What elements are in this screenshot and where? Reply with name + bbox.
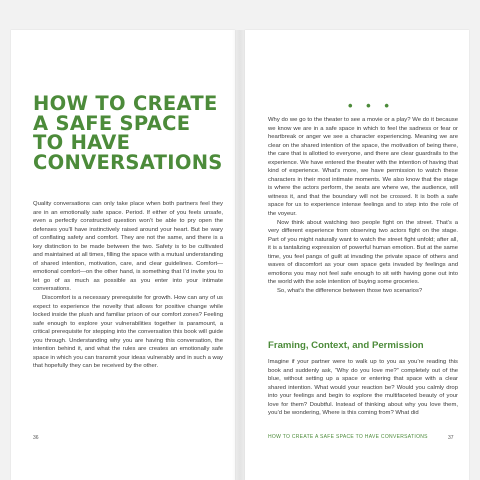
paragraph: Quality conversations can only take place when both partners feel they are in an emotionally safe space. Period. If either of you feels unsafe, even a perfectly constructed question won’t be able to pry open the defenses you’ll have instinctively raised around your heart. But be wary of conflating safety and comfort. They are not the same, and there is a key distinction to be made between the two. Safety is to be cultivated and maintained at all times, filling the space with a mutual understanding of shared intention, motivation, care, and clear guidelines. Comfort—emotional comfort—on the other hand, is something that I’d invite you to let go of as much as possible as you enter into your intimate conversations. [33,201,223,293]
right-page [245,30,469,480]
chapter-title-line: CONVERSATIONS [33,150,223,174]
left-page [11,30,235,480]
chapter-title-line: A SAFE SPACE [33,111,191,135]
paragraph: Why do we go to the theater to see a movie or a play? We do it because we know we are in a safe space in which to feel the sadness or fear or heartbreak or anger we see a character experiencing. Meaning we are clear on the shared intention of the space, the motivation of being there, the care that is allotted to everyone, and there are clear guardrails to the experience. We have entered the theater with the intention of having that kind of experience. What’s more, we have permission to watch these characters in their most intimate moments. We also know that the stage is where the actors perform, the seats are where we, the audience, will witness it, and that the boundary will not be crossed. It is both a safe space for us to experience intense feelings and to step into the role of the voyeur. [268,117,458,218]
running-head: HOW TO CREATE A SAFE SPACE TO HAVE CONVERSATIONS [268,434,428,440]
left-body-text [33,200,223,371]
page-number: 36 [33,435,39,441]
right-body-text-top [268,116,458,295]
section-ornament: • • • [348,98,394,113]
section-heading: Framing, Context, and Permission [268,340,424,351]
chapter-title-line: TO HAVE [33,131,131,154]
chapter-title-line: HOW TO CREATE [33,92,218,115]
chapter-title [33,94,223,172]
paragraph: Now think about watching two people fight on the street. That’s a very different experience from observing two actors fight on the stage. Part of you might naturally want to watch the street fight unfold; after all, it is a tantalizing expression of powerful human emotion. But at the same time, you feel pangs of guilt at invading the private space of others and waves of discomfort as your own space gets invaded by feelings and emotions you may not feel safe enough to sit with having gone out into the world with the sole intention of buying some groceries. [268,219,458,286]
page-number: 37 [448,435,454,441]
paragraph: So, what’s the difference between those two scenarios? [277,287,423,294]
paragraph: Imagine if your partner were to walk up to you as you’re reading this book and suddenly ask, “Why do you love me?” completely out of the blue, without setting up a space or entering that space with a clear shared intention. What would your reaction be? Would you calmly drop into your feelings and begin to explore the multifaceted beauty of your love for them? Doubtful. Instead of thinking about why you love them, you’d be wondering, Where is this coming from? What did [268,359,458,417]
right-body-text-bottom [268,358,458,418]
paragraph: Discomfort is a necessary prerequisite for growth. How can any of us expect to experience the novelty that allows for positive change while locked inside the plush and familiar prison of our comfort zones? Feeling safe enough to explore your vulnerabilities together is paramount, a critical prerequisite for stepping into the conversation this book will guide you through. Understanding why you are having this conversation, the intention behind it, and what the rules are creates an emotionally safe space in which you can transmit your ideas vulnerably and in such a way that hopefully they can be received by the other. [33,295,223,370]
